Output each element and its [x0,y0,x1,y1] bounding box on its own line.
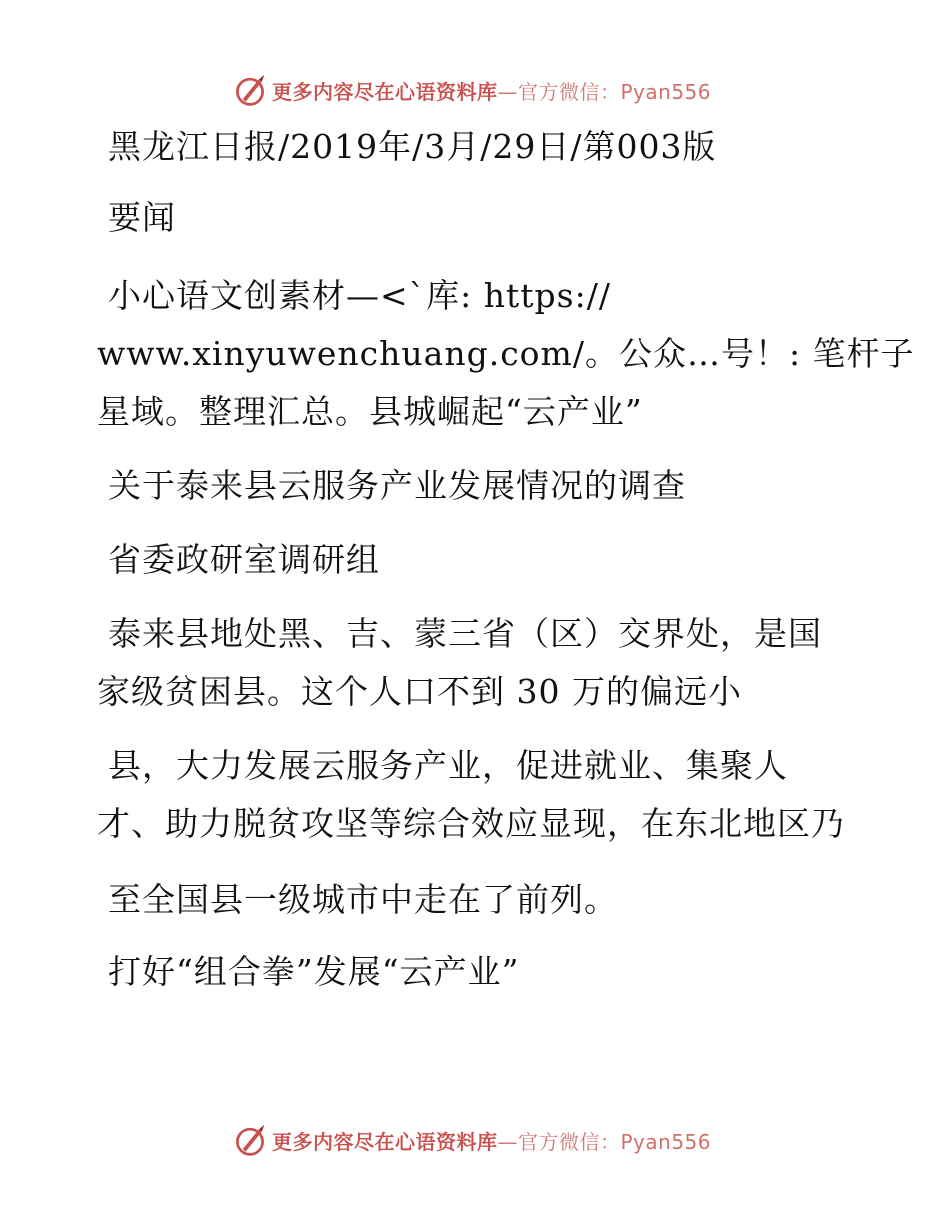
paragraph-1-line-1: 泰来县地处黑、吉、蒙三省（区）交界处，是国 [108,614,822,653]
newspaper-source-line: 黑龙江日报/2019年/3月/29日/第003版 [108,127,717,166]
paragraph-2-line-2: 才、助力脱贫攻坚等综合效应显现，在东北地区乃 [97,804,845,843]
quill-pen-logo-icon [232,72,268,108]
watermark-official: 官方微信： [518,79,621,104]
headline-line: 星域。整理汇总。县城崛起“云产业” [97,392,643,431]
watermark-official: 官方微信： [518,1129,621,1154]
paragraph-3-line: 至全国县一级城市中走在了前列。 [108,880,618,919]
header-watermark [232,70,711,110]
watermark-main: 更多内容尽在心语资料库 [272,79,498,104]
quill-pen-logo-icon [232,1122,268,1158]
watermark-text [272,76,711,105]
watermark-separator: — [497,1129,518,1154]
author-line: 省委政研室调研组 [108,540,380,579]
watermark-handle: Pyan556 [620,79,712,104]
section-heading-line: 打好“组合拳”发展“云产业” [108,952,520,991]
source-note-line-2: www.xinyuwenchuang.com/。公众…号！: 笔杆子 [97,334,915,373]
watermark-handle: Pyan556 [620,1129,712,1154]
footer-watermark [232,1120,711,1160]
watermark-separator: — [497,79,518,104]
subtitle-line: 关于泰来县云服务产业发展情况的调查 [108,466,686,505]
section-label: 要闻 [108,198,176,237]
watermark-text [272,1126,711,1155]
watermark-main: 更多内容尽在心语资料库 [272,1129,498,1154]
paragraph-1-line-2: 家级贫困县。这个人口不到 30 万的偏远小 [97,672,742,711]
source-note-line-1: 小心语文创素材—<`库: https:// [108,276,611,315]
paragraph-2-line-1: 县，大力发展云服务产业，促进就业、集聚人 [108,746,788,785]
